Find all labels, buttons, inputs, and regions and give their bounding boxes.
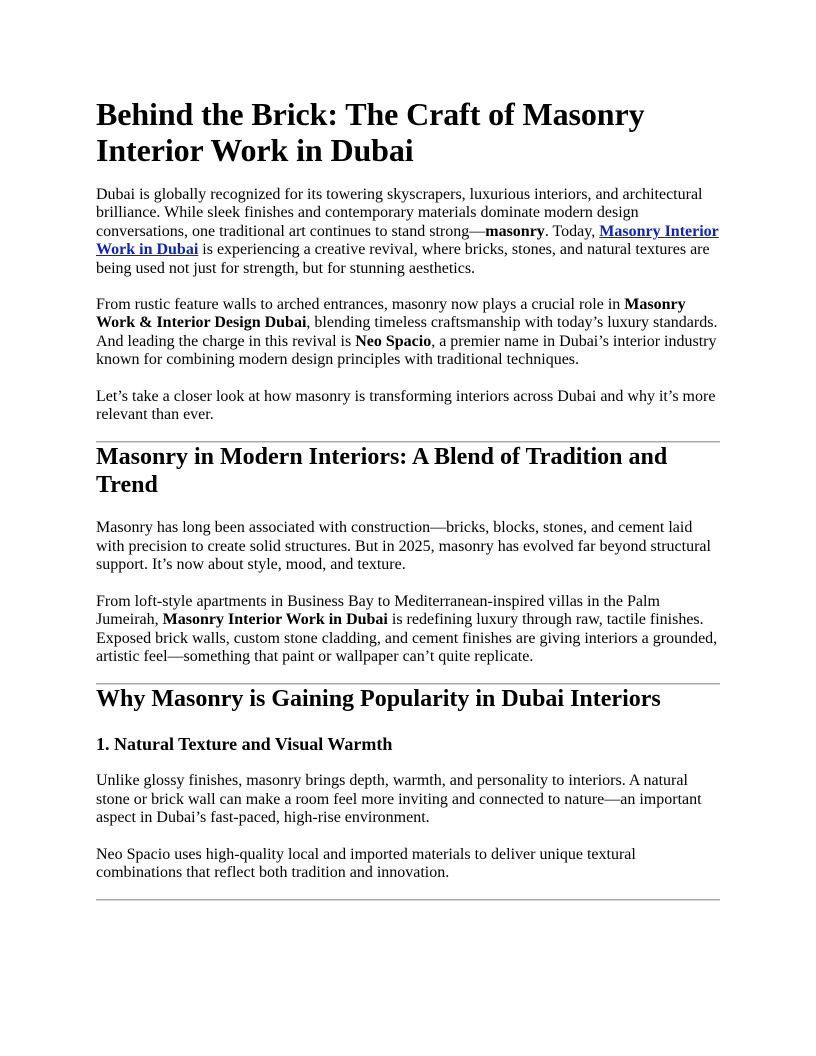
modern-p2-bold: Masonry Interior Work in Dubai xyxy=(162,611,388,629)
section-divider-3 xyxy=(96,899,720,901)
popular-paragraph-1: Unlike glossy finishes, masonry brings depth, warmth, and personality to interiors. A natural stone or brick wall can make a room feel more inviting and connected to nature—an important aspect in Dubai’s fast-paced, high-rise environment. xyxy=(96,772,702,827)
intro-p2-text: From rustic feature walls to arched entrances, masonry now plays a crucial role in xyxy=(96,296,625,314)
intro-p2-bold-service: Masonry Work & Interior Design Dubai xyxy=(96,296,686,332)
intro-paragraph-3: Let’s take a closer look at how masonry is transforming interiors across Dubai and why it’s more relevant than ever. xyxy=(96,387,716,424)
modern-paragraph-2 xyxy=(96,593,720,667)
intro-p1-bold-masonry: masonry xyxy=(485,222,545,240)
popular-paragraph-2: Neo Spacio uses high-quality local and imported materials to deliver unique textural combinations that reflect both tradition and innovation. xyxy=(96,845,636,881)
intro-p1-text-2: . Today, xyxy=(544,222,600,240)
masonry-interior-work-link[interactable]: Masonry Interior Work in Dubai xyxy=(96,222,719,259)
modern-p2-text-2: is redefining luxury through raw, tactile finishes. Exposed brick walls, custom stone cladding, and cement finishes are giving interiors a grounded, artistic feel—something that paint or wallpaper can’t quite replicate. xyxy=(96,611,718,665)
intro-p2-bold-brand: Neo Spacio xyxy=(355,332,432,350)
section-heading-modern: Masonry in Modern Interiors: A Blend of Tradition and Trend xyxy=(96,444,668,499)
section-heading-popular: Why Masonry is Gaining Popularity in Dubai Interiors xyxy=(96,686,661,713)
subheading-natural-texture: 1. Natural Texture and Visual Warmth xyxy=(96,734,393,755)
intro-p1-text: Dubai is globally recognized for its towering skyscrapers, luxurious interiors, and architectural brilliance. While sleek finishes and contemporary materials dominate modern design conversations, one traditional art continues to stand strong— xyxy=(96,186,703,240)
modern-paragraph-1: Masonry has long been associated with construction—bricks, blocks, stones, and cement laid with precision to create solid structures. But in 2025, masonry has evolved far beyond structural support. It’s now about style, mood, and texture. xyxy=(96,519,711,574)
intro-p2-text-2: , blending timeless craftsmanship with today’s luxury standards. And leading the charge in this revival is xyxy=(96,314,718,350)
intro-paragraph-2 xyxy=(96,296,720,370)
article-title: Behind the Brick: The Craft of Masonry Interior Work in Dubai xyxy=(96,96,645,168)
article xyxy=(96,96,720,901)
intro-paragraph-1 xyxy=(96,186,720,278)
intro-p2-text-3: , a premier name in Dubai’s interior industry known for combining modern design principles with traditional techniques. xyxy=(96,332,717,369)
modern-p2-text: From loft-style apartments in Business Bay to Mediterranean-inspired villas in the Palm Jumeirah, xyxy=(96,592,660,629)
intro-p1-text-3: is experiencing a creative revival, where bricks, stones, and natural textures are being used not just for strength, but for stunning aesthetics. xyxy=(96,241,710,277)
